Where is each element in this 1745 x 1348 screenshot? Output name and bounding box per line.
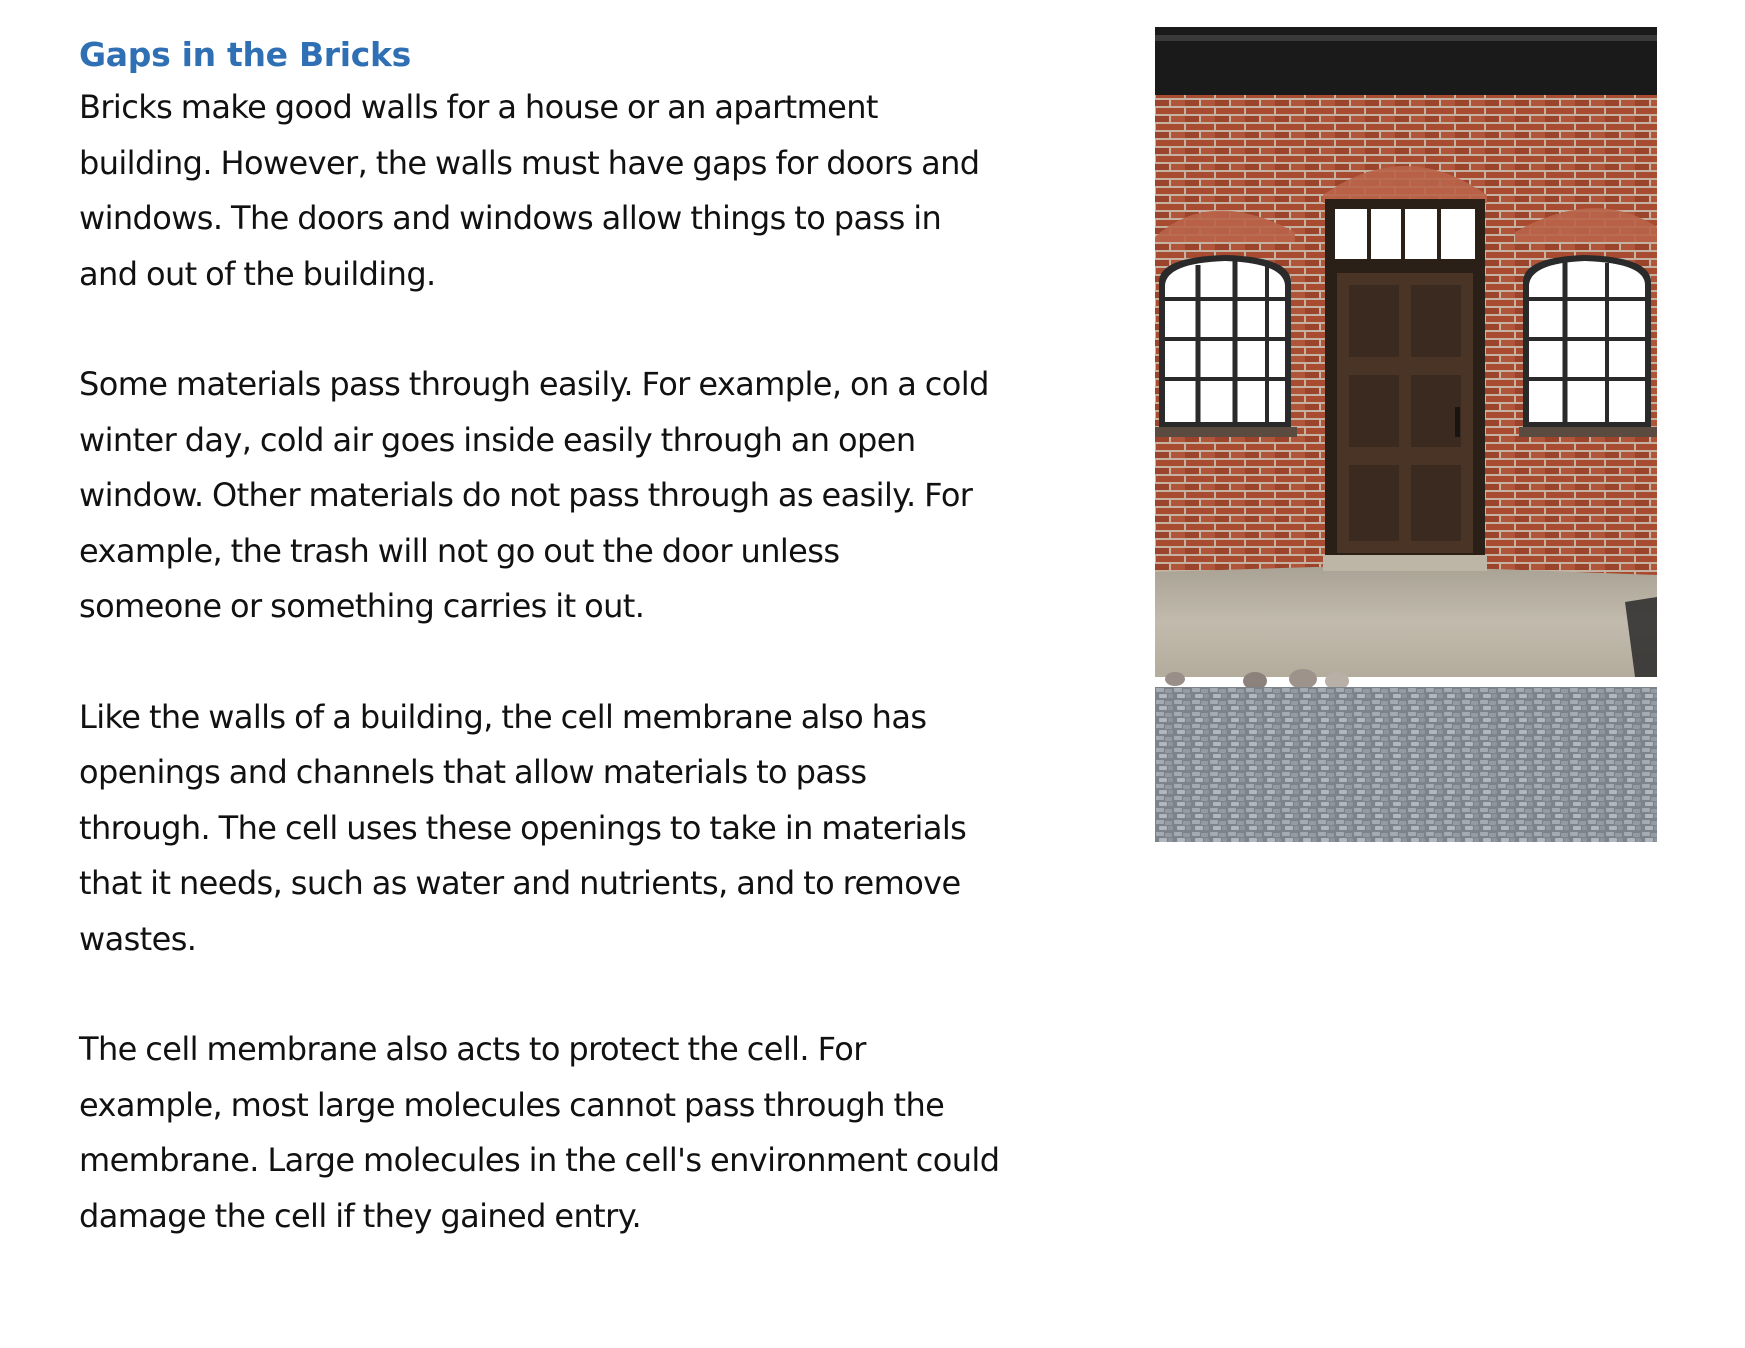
paragraph-line: and out of the building.	[79, 254, 436, 293]
paragraph-line: openings and channels that allow materials to pass	[79, 753, 867, 791]
paragraph-line: someone or something carries it out.	[79, 587, 645, 625]
paragraph-line: The cell membrane also acts to protect the cell. For	[79, 1030, 866, 1068]
paragraph-line: Some materials pass through easily. For example, on a cold	[79, 365, 989, 403]
brick-building-photo	[1155, 27, 1657, 842]
paragraph-line: windows. The doors and windows allow things to pass in	[79, 199, 942, 237]
right-window	[1519, 255, 1657, 437]
concrete-base	[1155, 567, 1657, 677]
paragraph-line: Bricks make good walls for a house or an apartment	[79, 88, 878, 126]
paragraph-line: window. Other materials do not pass through as easily. For	[79, 476, 973, 514]
paragraph-line: wastes.	[79, 919, 197, 958]
paragraph-line: winter day, cold air goes inside easily through an open	[79, 420, 916, 459]
paragraph-line: membrane. Large molecules in the cell's environment could	[79, 1141, 1000, 1179]
paragraph-line: example, the trash will not go out the door unless	[79, 531, 840, 570]
article-title: Gaps in the Bricks	[79, 35, 412, 74]
paragraph-line: that it needs, such as water and nutrients, and to remove	[79, 864, 961, 902]
door	[1325, 199, 1485, 559]
left-window	[1155, 255, 1297, 437]
paragraph-4	[79, 1022, 1129, 1244]
cobblestone-street	[1155, 687, 1657, 842]
paragraph-line: Like the walls of a building, the cell membrane also has	[79, 697, 927, 736]
paragraph-line: building. However, the walls must have gaps for doors and	[79, 143, 980, 182]
paragraph-line: example, most large molecules cannot pass through the	[79, 1085, 945, 1124]
paragraph-line: through. The cell uses these openings to take in materials	[79, 808, 967, 847]
paragraph-2	[79, 357, 1129, 635]
paragraph-line: damage the cell if they gained entry.	[79, 1196, 642, 1235]
brick-building-illustration	[1155, 27, 1657, 842]
paragraph-3	[79, 690, 1129, 968]
paragraph-1	[79, 80, 1129, 302]
article	[79, 30, 1129, 1299]
